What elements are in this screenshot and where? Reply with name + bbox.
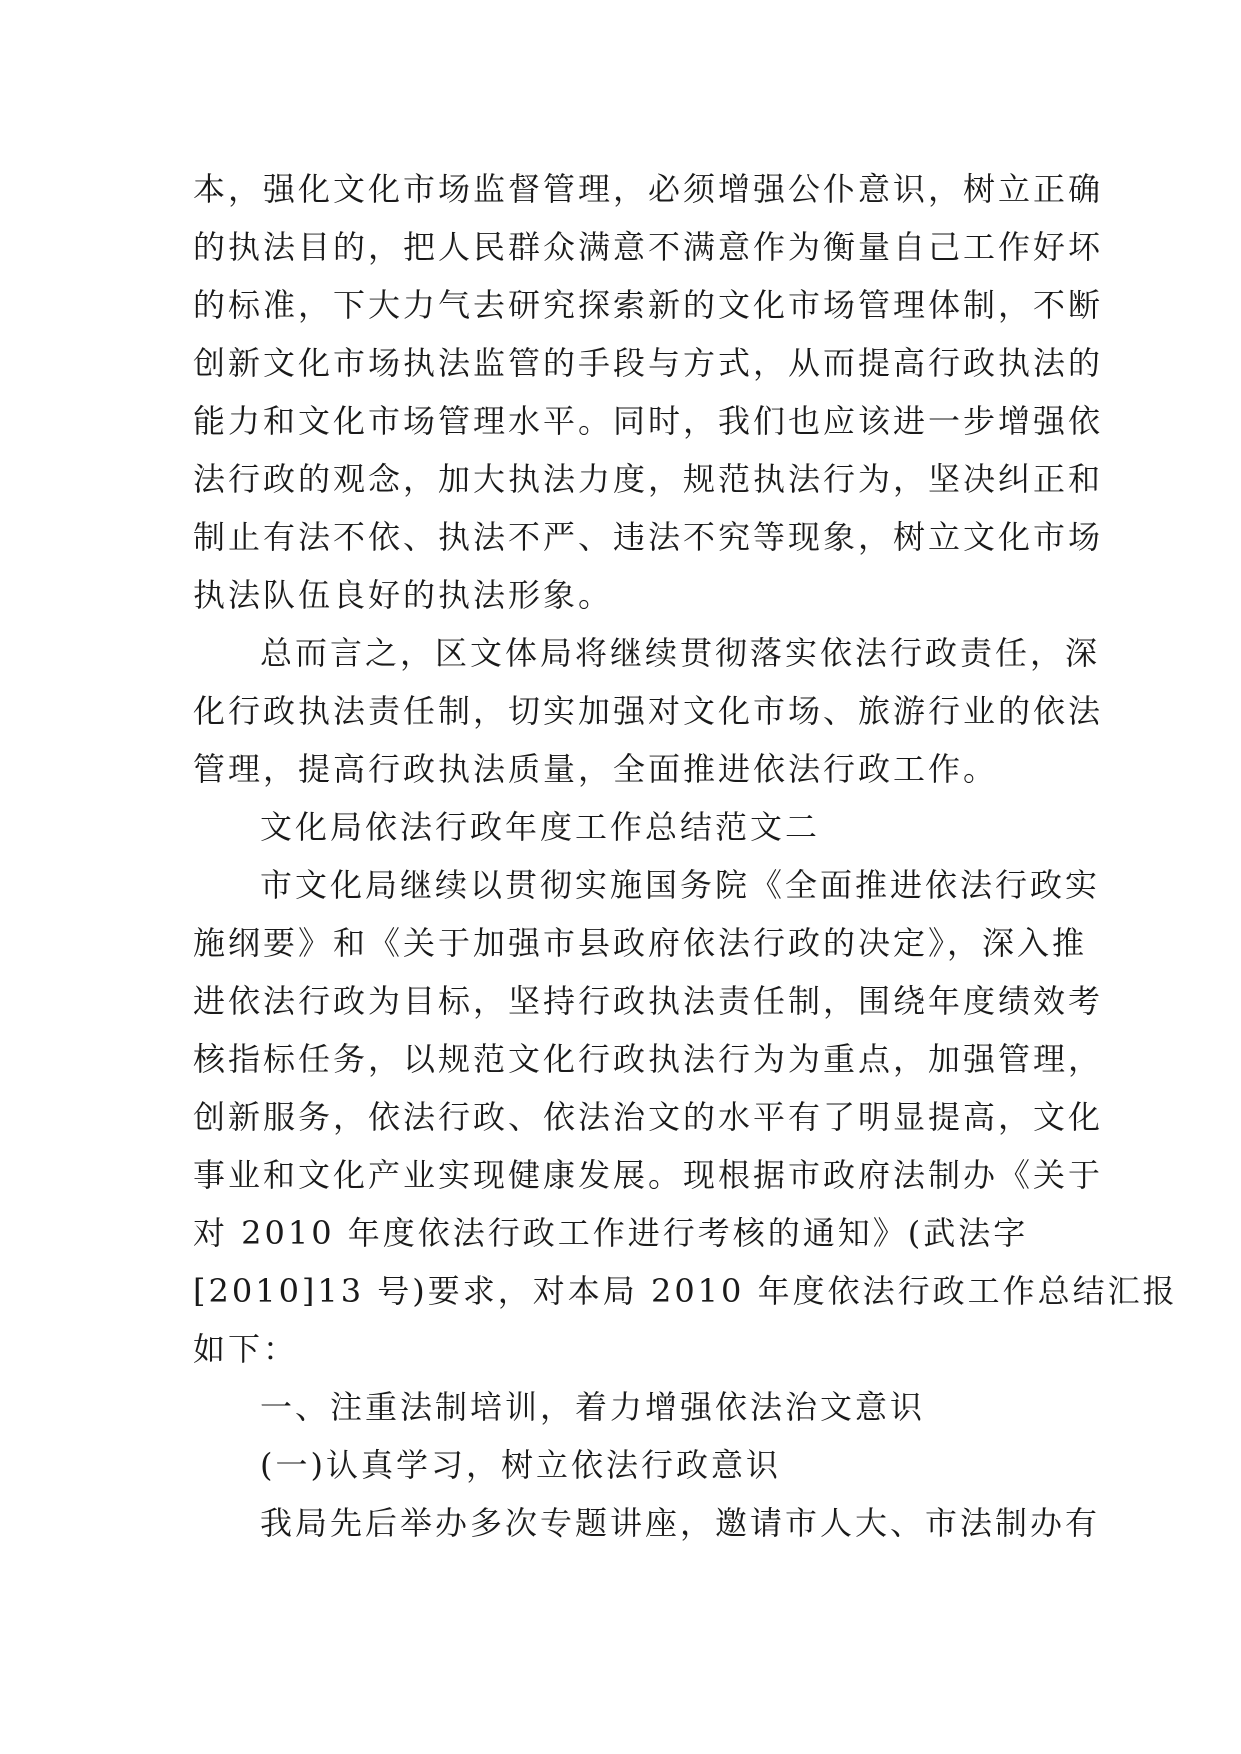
- text-line: 本，强化文化市场监督管理，必须增强公仆意识，树立正确: [193, 170, 1104, 208]
- text-line: 法行政的观念，加大执法力度，规范执法行为，坚决纠正和: [193, 460, 1104, 498]
- text-line: 核指标任务，以规范文化行政执法行为为重点，加强管理，: [193, 1040, 1104, 1078]
- text-line: 创新服务，依法行政、依法治文的水平有了明显提高，文化: [193, 1098, 1104, 1136]
- text-line: [2010]13 号)要求，对本局 2010 年度依法行政工作总结汇报: [193, 1272, 1178, 1310]
- text-line: 管理，提高行政执法质量，全面推进依法行政工作。: [193, 750, 999, 788]
- text-line: 我局先后举办多次专题讲座，邀请市人大、市法制办有: [260, 1504, 1101, 1542]
- text-line: 文化局依法行政年度工作总结范文二: [260, 808, 821, 846]
- text-line: 事业和文化产业实现健康发展。现根据市政府法制办《关于: [193, 1156, 1104, 1194]
- text-line: (一)认真学习，树立依法行政意识: [260, 1446, 781, 1484]
- document-body: [193, 160, 1178, 1552]
- text-line: 的标准，下大力气去研究探索新的文化市场管理体制，不断: [193, 286, 1104, 324]
- text-line: 如下：: [193, 1330, 299, 1368]
- text-line: 进依法行政为目标，坚持行政执法责任制，围绕年度绩效考: [193, 982, 1104, 1020]
- text-line: 能力和文化市场管理水平。同时，我们也应该进一步增强依: [193, 402, 1104, 440]
- text-line: 对 2010 年度依法行政工作进行考核的通知》(武法字: [193, 1214, 1029, 1252]
- text-line: 执法队伍良好的执法形象。: [193, 576, 614, 614]
- text-line: 一、注重法制培训，着力增强依法治文意识: [260, 1388, 926, 1426]
- text-line: 创新文化市场执法监管的手段与方式，从而提高行政执法的: [193, 344, 1104, 382]
- text-line: 施纲要》和《关于加强市县政府依法行政的决定》，深入推: [193, 924, 1088, 962]
- text-line: 的执法目的，把人民群众满意不满意作为衡量自己工作好坏: [193, 228, 1104, 266]
- text-line: 制止有法不依、执法不严、违法不究等现象，树立文化市场: [193, 518, 1104, 556]
- text-line: 市文化局继续以贯彻实施国务院《全面推进依法行政实: [260, 866, 1101, 904]
- text-line: 化行政执法责任制，切实加强对文化市场、旅游行业的依法: [193, 692, 1104, 730]
- text-line: 总而言之，区文体局将继续贯彻落实依法行政责任，深: [260, 634, 1101, 672]
